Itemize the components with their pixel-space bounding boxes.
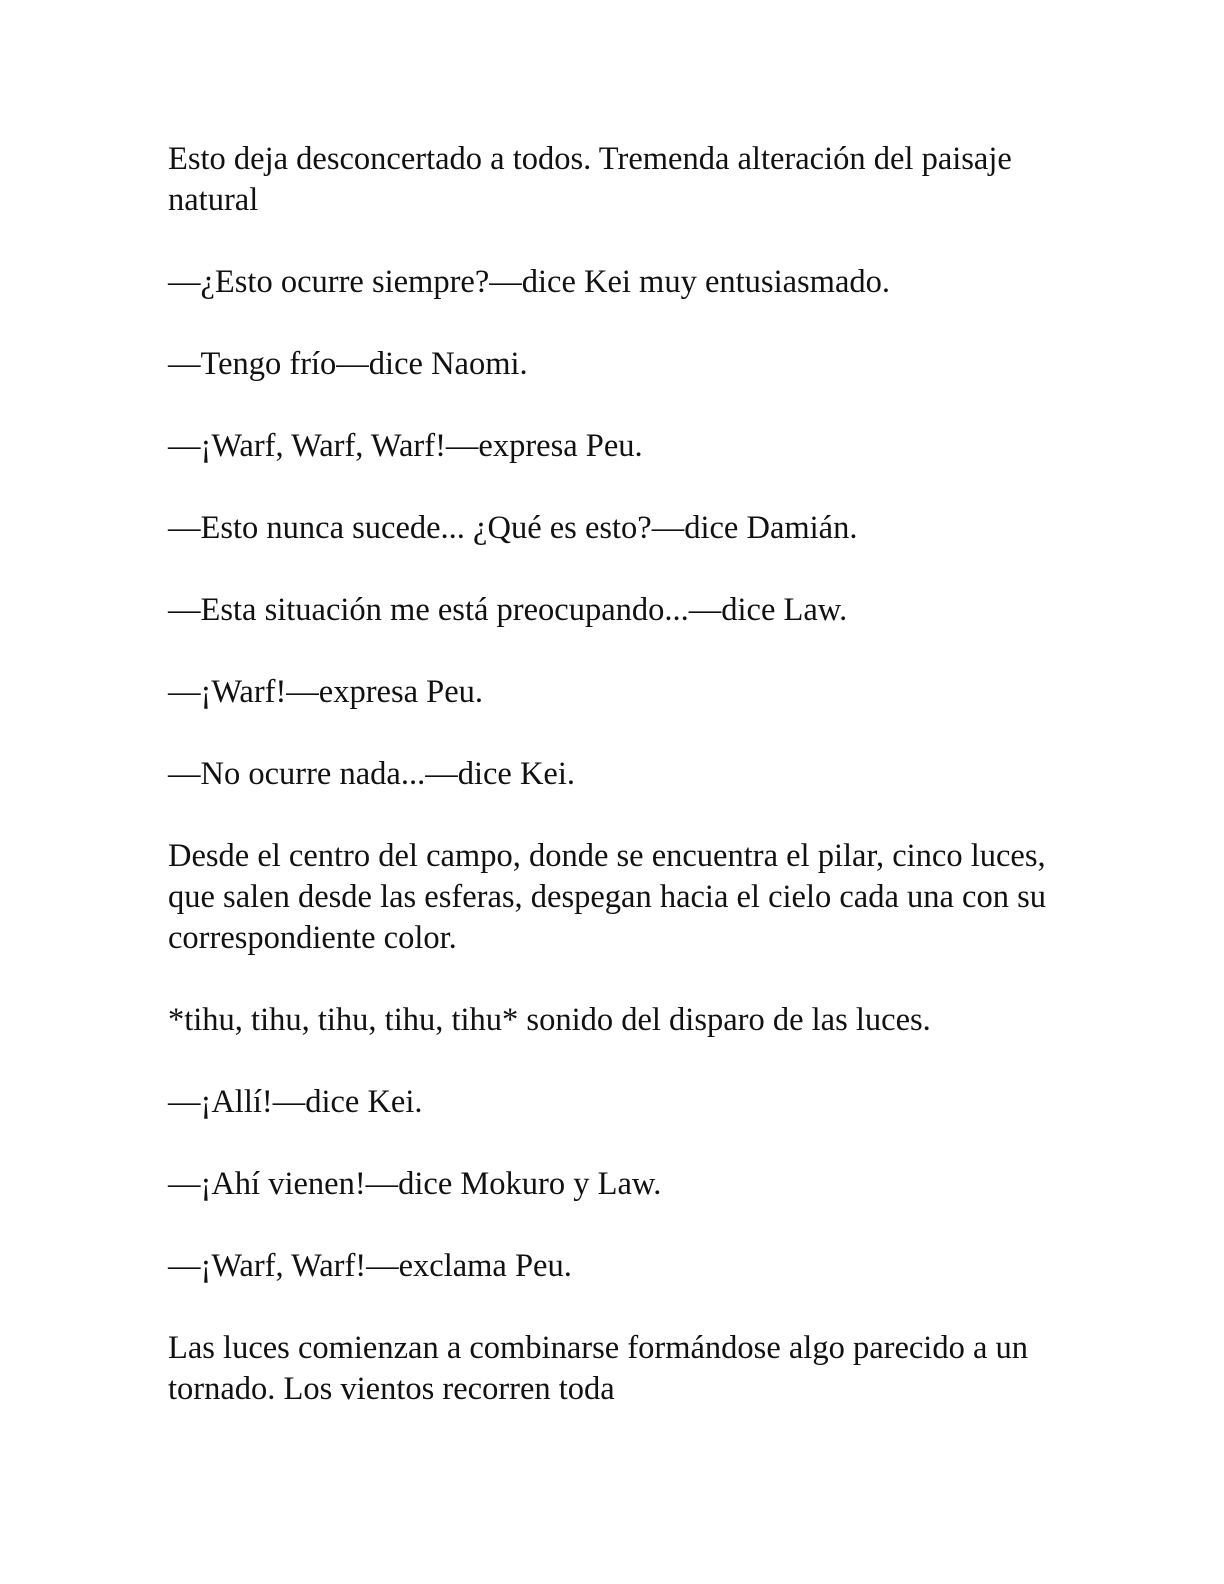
paragraph-narration-1: Esto deja desconcertado a todos. Tremenda alteración del paisaje natural xyxy=(168,141,1012,218)
paragraph-narration-2: Desde el centro del campo, donde se encuentra el pilar, cinco luces, que salen desde las esferas, despegan hacia el cielo cada una con su correspondiente color. xyxy=(168,838,1047,956)
paragraph-dialogue-mokuro-law: —¡Ahí vienen!—dice Mokuro y Law. xyxy=(168,1166,662,1202)
paragraph-narration-3: Las luces comienzan a combinarse formándose algo parecido a un tornado. Los vientos recorren toda xyxy=(168,1330,1028,1407)
paragraph-dialogue-damian: —Esto nunca sucede... ¿Qué es esto?—dice Damián. xyxy=(168,510,858,546)
paragraph-dialogue-law: —Esta situación me está preocupando...—dice Law. xyxy=(168,592,848,628)
paragraph-dialogue-kei-3: —¡Allí!—dice Kei. xyxy=(168,1084,423,1120)
paragraph-dialogue-kei-1: —¿Esto ocurre siempre?—dice Kei muy entusiasmado. xyxy=(168,264,890,300)
paragraph-dialogue-peu-1: —¡Warf, Warf, Warf!—expresa Peu. xyxy=(168,428,643,464)
paragraph-dialogue-naomi: —Tengo frío—dice Naomi. xyxy=(168,346,528,382)
paragraph-dialogue-kei-2: —No ocurre nada...—dice Kei. xyxy=(168,756,575,792)
paragraph-dialogue-peu-2: —¡Warf!—expresa Peu. xyxy=(168,674,484,710)
paragraph-dialogue-peu-3: —¡Warf, Warf!—exclama Peu. xyxy=(168,1248,572,1284)
document-page xyxy=(168,139,1058,1451)
paragraph-sound-effect: *tihu, tihu, tihu, tihu, tihu* sonido del disparo de las luces. xyxy=(168,1002,931,1038)
